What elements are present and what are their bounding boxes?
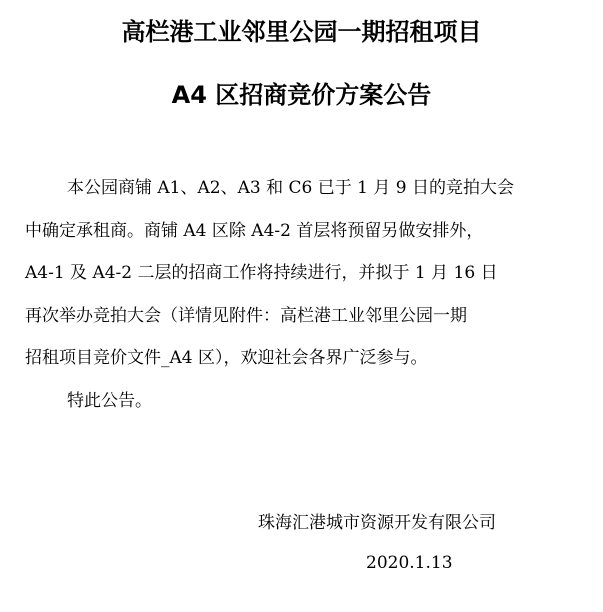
issue-date: 2020.1.13 bbox=[366, 553, 453, 573]
body-line-4: 再次举办竞拍大会（详情见附件：高栏港工业邻里公园一期 bbox=[25, 306, 467, 326]
body-line-5: 招租项目竞价文件_A4 区），欢迎社会各界广泛参与。 bbox=[25, 348, 428, 368]
notice-title-line-1: 高栏港工业邻里公园一期招租项目 bbox=[121, 18, 482, 46]
issuer-name: 珠海汇港城市资源开发有限公司 bbox=[258, 513, 496, 533]
notice-title-line-2: A4 区招商竞价方案公告 bbox=[171, 81, 432, 109]
body-line-2: 中确定承租商。商铺 A4 区除 A4-2 首层将预留另做安排外， bbox=[25, 221, 484, 241]
body-line-1: 本公园商铺 A1、A2、A3 和 C6 已于 1 月 9 日的竞拍大会 bbox=[67, 178, 514, 198]
closing-line: 特此公告。 bbox=[67, 391, 152, 411]
body-line-3: A4-1 及 A4-2 二层的招商工作将持续进行，并拟于 1 月 16 日 bbox=[25, 263, 498, 283]
